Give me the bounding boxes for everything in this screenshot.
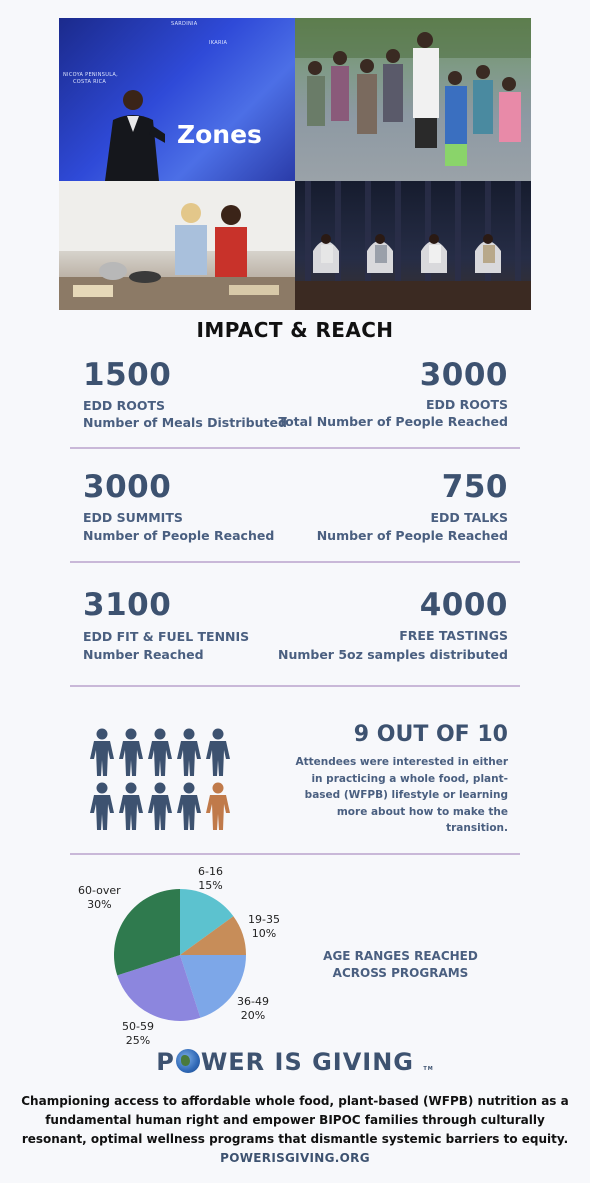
cooking-figures xyxy=(59,181,295,310)
map-label-sardinia: SARDINIA xyxy=(171,21,198,27)
person-icon xyxy=(148,729,172,777)
map-label-ikaria: IKARIA xyxy=(209,40,228,46)
interest-text: Attendees were interested in either in practicing a whole food, plant-based (WFPB) lifestyle or learning more about how to make the transition. xyxy=(295,756,508,835)
chart-title: AGE RANGES REACHED ACROSS PROGRAMS xyxy=(323,949,478,980)
person-icon xyxy=(119,729,143,777)
mission-statement: Championing access to affordable whole food, plant-based (WFPB) nutrition as a fundamental human right and empower BIPOC families through culturally resonant, optimal wellness programs that dismantle systemic barriers to equity. xyxy=(21,1094,569,1146)
stat-number: 3000 xyxy=(83,469,172,505)
person-icon xyxy=(206,729,230,777)
pie-label-range: 6-16 xyxy=(198,865,223,878)
pie-label-percent: 10% xyxy=(251,927,277,940)
interest-headline: 9 OUT OF 10 xyxy=(353,722,508,747)
map-label-costa-rica: COSTA RICA xyxy=(73,79,107,85)
globe-icon xyxy=(176,1049,200,1073)
divider xyxy=(70,853,520,855)
stat-program: EDD SUMMITS xyxy=(83,510,183,525)
brand-text-end: WER IS GIVING xyxy=(200,1048,415,1076)
person-icon xyxy=(177,783,201,831)
slide-text: Zones xyxy=(177,120,262,149)
stat-program: EDD ROOTS xyxy=(425,397,508,412)
stat-program: EDD ROOTS xyxy=(83,398,166,413)
pie-label-6-16 xyxy=(198,865,223,893)
trademark-mark: TM xyxy=(423,1066,434,1072)
stat-program: EDD FIT & FUEL TENNIS xyxy=(83,629,250,644)
stat-description: Number of Meals Distributed xyxy=(83,415,287,430)
person-icon xyxy=(119,783,143,831)
website-link[interactable]: POWERISGIVING.ORG xyxy=(220,1151,370,1165)
brand-text-start: P xyxy=(156,1048,175,1076)
pie-label-range: 19-35 xyxy=(248,913,280,926)
stat-number: 3000 xyxy=(419,357,508,393)
stat-program: FREE TASTINGS xyxy=(399,628,508,643)
pie-label-percent: 15% xyxy=(198,879,223,892)
photo-collage xyxy=(59,18,531,310)
stat-number: 1500 xyxy=(83,357,172,393)
speaker-figure xyxy=(95,86,165,181)
panel-figures xyxy=(295,181,531,310)
pie-label-range: 60-over xyxy=(78,884,121,897)
divider xyxy=(70,685,520,687)
pie-label-19-35 xyxy=(248,913,280,941)
stat-description: Number of People Reached xyxy=(83,528,275,543)
people-pictograph xyxy=(88,726,238,832)
stat-number: 4000 xyxy=(419,587,508,623)
divider xyxy=(70,447,520,449)
photo-blue-zones-speaker xyxy=(59,18,295,181)
brand-logo xyxy=(0,1048,590,1076)
pie-label-range: 36-49 xyxy=(237,995,269,1008)
stat-description: Number 5oz samples distributed xyxy=(278,647,508,662)
pie-label-range: 50-59 xyxy=(122,1020,154,1033)
person-icon-highlighted xyxy=(206,783,230,831)
pie-label-60-over xyxy=(78,884,121,912)
stat-description: Number Reached xyxy=(83,647,204,662)
stat-description: Total Number of People Reached xyxy=(278,414,508,429)
person-icon xyxy=(90,729,114,777)
divider xyxy=(70,561,520,563)
pie-label-percent: 30% xyxy=(87,898,112,911)
person-icon xyxy=(148,783,172,831)
person-icon xyxy=(177,729,201,777)
map-label-nicoya: NICOYA PENINSULA, xyxy=(63,72,119,78)
impact-heading: IMPACT & REACH xyxy=(196,318,394,342)
kids-group-figures xyxy=(295,18,531,181)
pie-label-percent: 25% xyxy=(125,1034,151,1047)
stat-number: 750 xyxy=(441,469,508,505)
photo-panel-stage xyxy=(295,181,531,310)
photo-kids-tennis xyxy=(295,18,531,181)
stat-description: Number of People Reached xyxy=(316,528,508,543)
stat-number: 3100 xyxy=(83,587,172,623)
stat-program: EDD TALKS xyxy=(430,510,508,525)
pie-label-percent: 20% xyxy=(240,1009,266,1022)
person-icon xyxy=(90,783,114,831)
pie-label-50-59 xyxy=(122,1020,154,1048)
pie-label-36-49 xyxy=(237,995,269,1023)
photo-cooking-demo xyxy=(59,181,295,310)
